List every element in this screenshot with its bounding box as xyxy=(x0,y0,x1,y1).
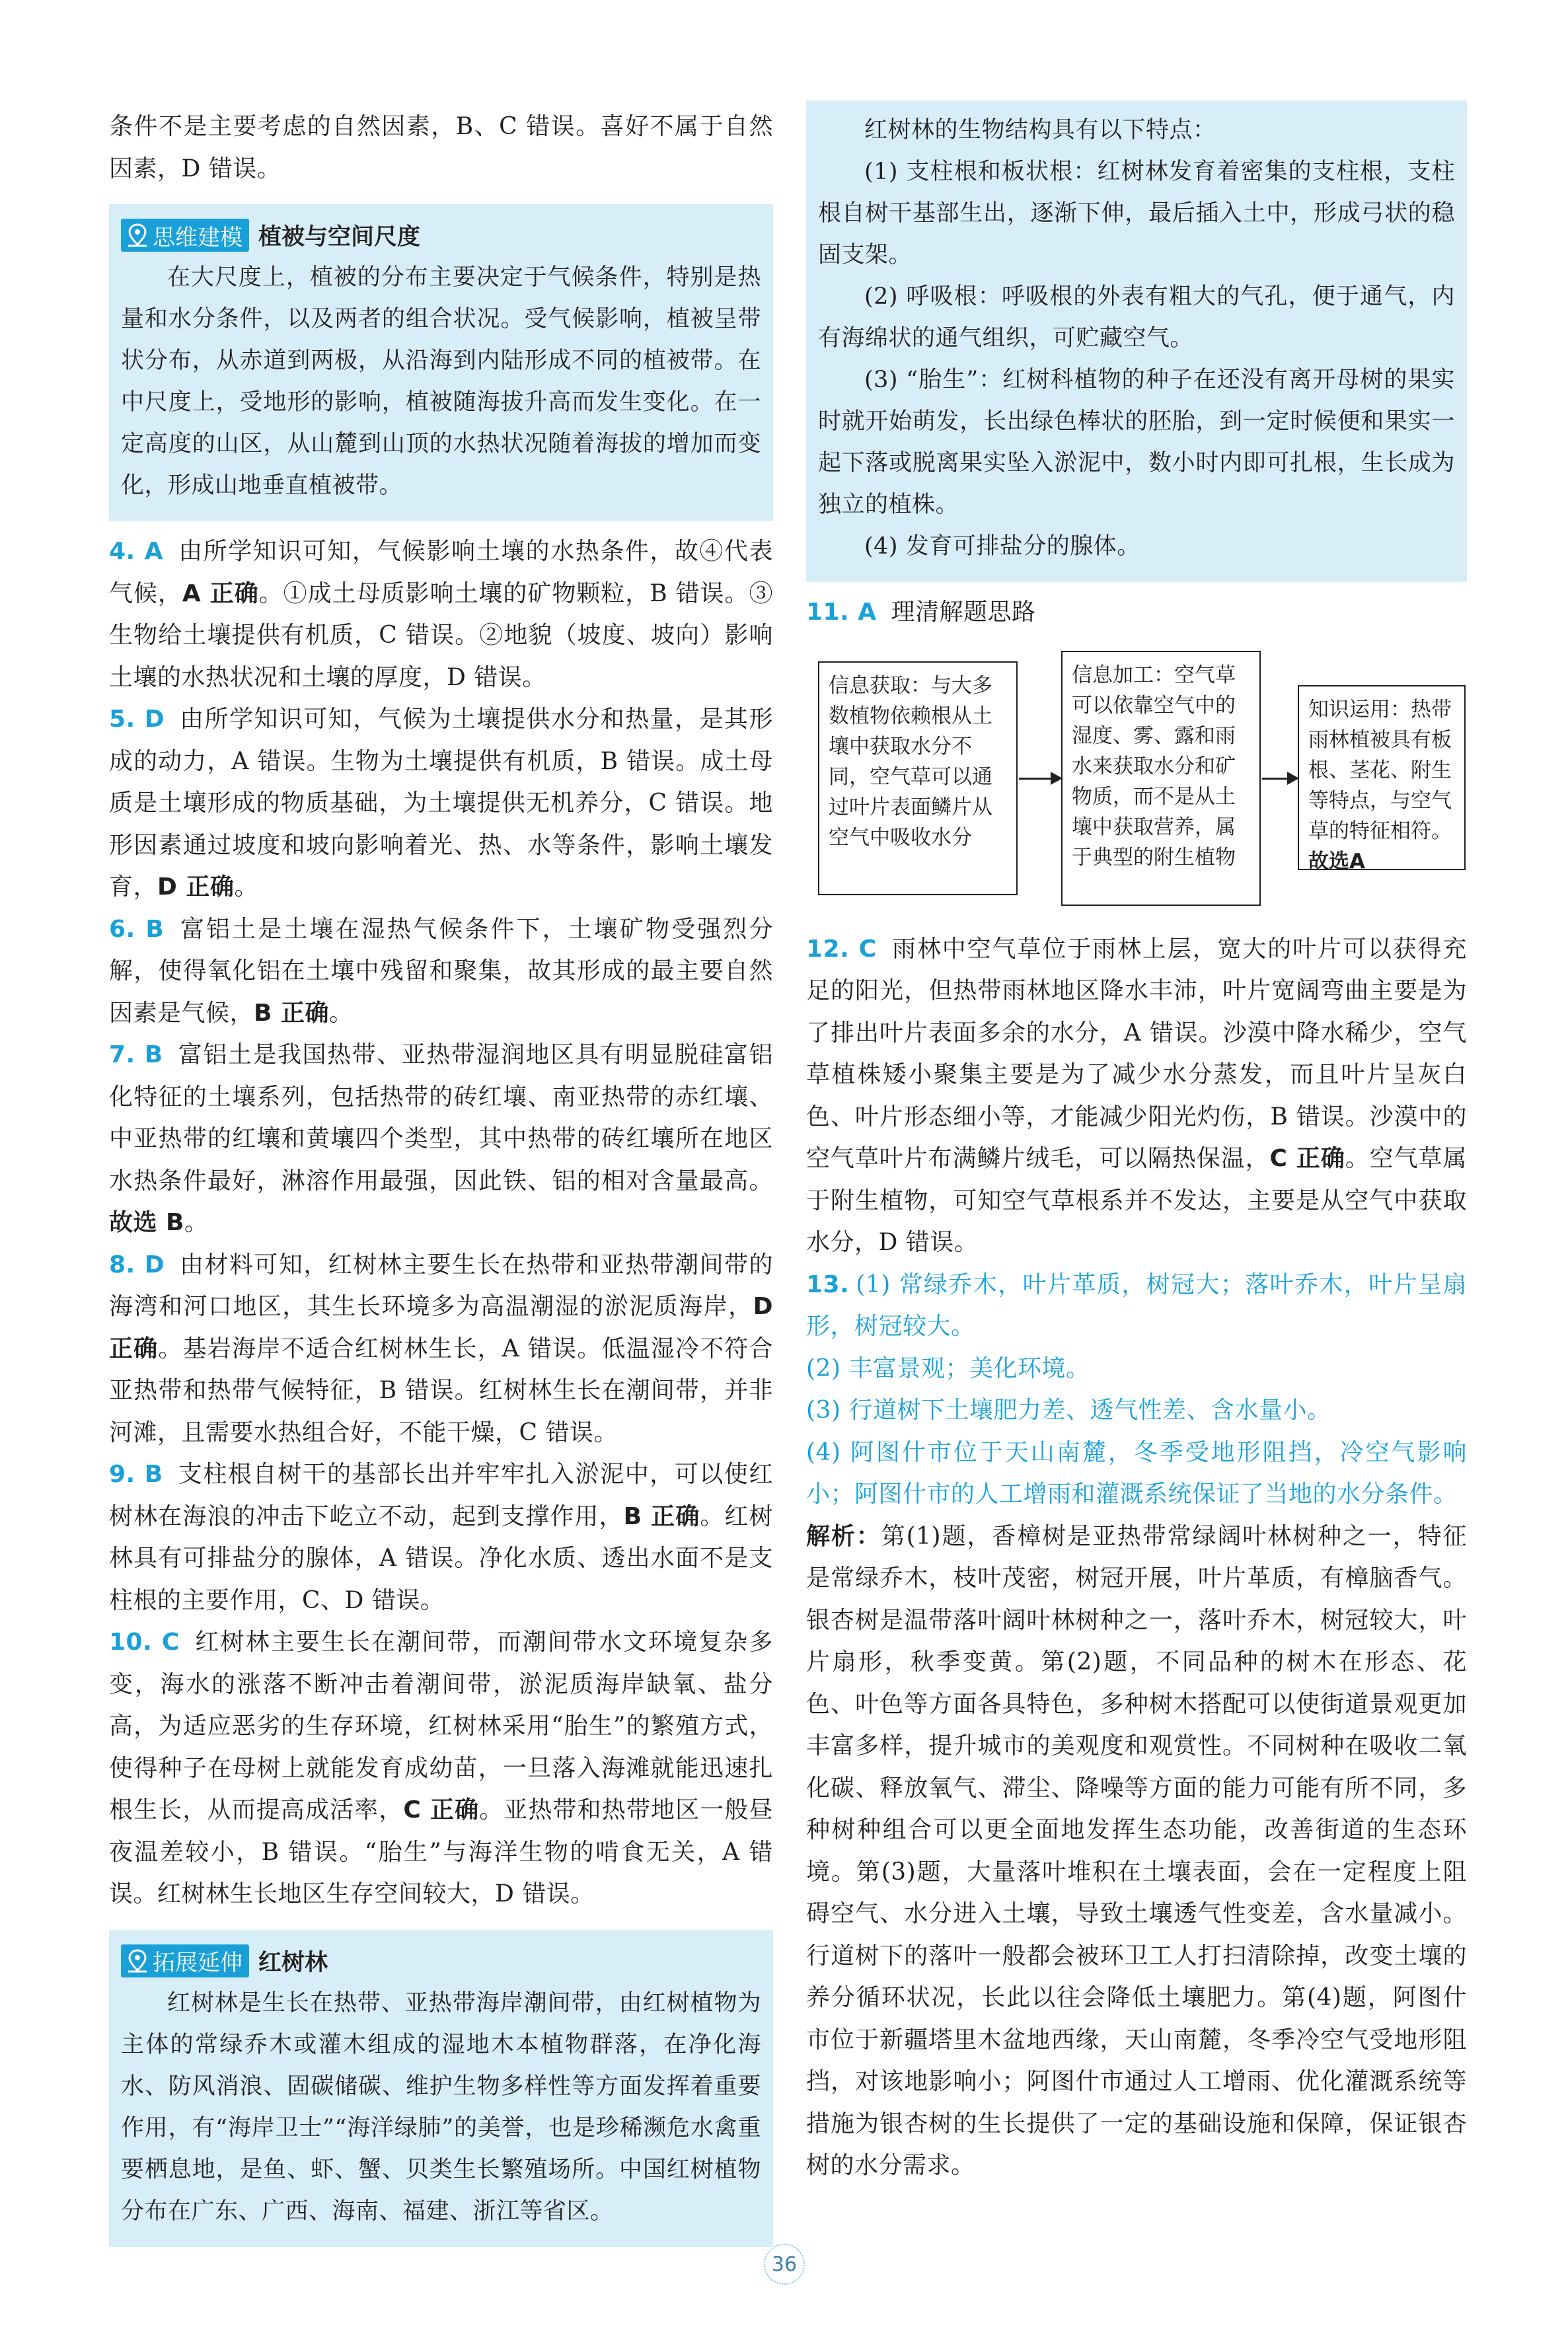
question-number: 4. A xyxy=(109,538,164,565)
question-number: 5. D xyxy=(109,706,165,733)
flow-arrow xyxy=(1262,778,1296,780)
box-title: 植被与空间尺度 xyxy=(258,224,421,250)
answer-4: 4. A 由所学知识可知，气候影响土壤的水热条件，故④代表气候，A 正确。①成土母质影响土壤的矿物颗粒，B 错误。③生物给土壤提供有机质，C 错误。②地貌（坡度、坡向）影响土壤的水热状况和土壤的厚度，D 错误。 xyxy=(109,538,773,691)
question-number: 6. B xyxy=(109,915,165,943)
box-text: 在大尺度上，植被的分布主要决定于气候条件，特别是热量和水分条件，以及两者的组合状况。受气候影响，植被呈带状分布，从赤道到两极，从沿海到内陆形成不同的植被带。在中尺度上，受地形的影响，植被随海拔升高而发生变化。在一定高度的山区，从山麓到山顶的水热状况随着海拔的增加而变化，形成山地垂直植被带。 xyxy=(121,264,761,499)
flow-box-knowledge-application: 知识运用：热带雨林植被具有板根、茎花、附生等特点，与空气草的特征相符。故选A xyxy=(1298,685,1466,870)
box-text: 红树林是生长在热带、亚热带海岸潮间带，由红树植物为主体的常绿乔木或灌木组成的湿地木本植物群落，在净化海水、防风消浪、固碳储碳、维护生物多样性等方面发挥着重要作用，有“海岸卫士”“海洋绿肺”的美誉，也是珍稀濒危水禽重要栖息地，是鱼、虾、蟹、贝类生长繁殖场所。中国红树植物分布在广东、广西、海南、福建、浙江等省区。 xyxy=(121,1989,761,2225)
answer-8: 8. D 由材料可知，红树林主要生长在热带和亚热带潮间带的海湾和河口地区，其生长环境多为高温潮湿的淤泥质海岸，D 正确。基岩海岸不适合红树林生长，A 错误。低温湿冷不符合亚热带和热带气候特征，B 错误。红树林生长在潮间带，并非河滩，且需要水热组合好，不能干燥，C 错误。 xyxy=(109,1251,773,1446)
answer-11 xyxy=(806,591,1467,634)
answer-13-analysis: 解析：第(1)题，香樟树是亚热带常绿阔叶林树种之一，特征是常绿乔木，枝叶茂密，树冠开展，叶片革质，有樟脑香气。银杏树是温带落叶阔叶林树种之一，落叶乔木，树冠较大，叶片扇形，秋季变黄。第(2)题，不同品种的树木在形态、花色、叶色等方面各具特色，多种树木搭配可以使街道景观更加丰富多样，提升城市的美观度和观赏性。不同树种在吸收二氧化碳、释放氧气、滞尘、降噪等方面的能力可能有所不同，多种树种组合可以更全面地发挥生态功能，改善街道的生态环境。第(3)题，大量落叶堆积在土壤表面，会在一定程度上阻碍空气、水分进入土壤，导致土壤透气性变差，含水量减小。行道树下的落叶一般都会被环卫工人打扫清除掉，改变土壤的养分循环状况，长此以往会降低土壤肥力。第(4)题，阿图什市位于新疆塔里木盆地西缘，天山南麓，冬季冷空气受地形阻挡，对该地影响小；阿图什市通过人工增雨、优化灌溉系统等措施为银杏树的生长提供了一定的基础设施和保障，保证银杏树的水分需求。 xyxy=(806,1522,1467,2179)
tag-label: 拓展延伸 xyxy=(153,1950,243,1976)
answer-7: 7. B 富铝土是我国热带、亚热带湿润地区具有明显脱硅富铝化特征的土壤系列，包括热带的砖红壤、南亚热带的赤红壤、中亚热带的红壤和黄壤四个类型，其中热带的砖红壤所在地区水热条件最好，淋溶作用最强，因此铁、铝的相对含量最高。故选 B。 xyxy=(109,1041,773,1236)
flow-box-info-acquisition: 信息获取：与大多数植物依赖根从土壤中获取水分不同，空气草可以通过叶片表面鳞片从空气中吸收水分 xyxy=(818,661,1018,895)
answer-13-part-2: (2) 丰富景观；美化环境。 xyxy=(806,1354,1090,1382)
question-number: 10. C xyxy=(109,1629,180,1656)
mangrove-structure-box xyxy=(806,100,1467,582)
answer-12: 12. C 雨林中空气草位于雨林上层，宽大的叶片可以获得充足的阳光，但热带雨林地区降水丰沛，叶片宽阔弯曲主要是为了排出叶片表面多余的水分，A 错误。沙漠中降水稀少，空气草植株矮小聚集主要是为了减少水分蒸发，而且叶片呈灰白色、叶片形态细小等，才能减少阳光灼伤，B 错误。沙漠中的空气草叶片布满鳞片绒毛，可以隔热保温，C 正确。空气草属于附生植物，可知空气草根系并不发达，主要是从空气中获取水分，D 错误。 xyxy=(806,935,1467,1256)
answer-10: 10. C 红树林主要生长在潮间带，而潮间带水文环境复杂多变，海水的涨落不断冲击着潮间带，淤泥质海岸缺氧、盐分高，为适应恶劣的生存环境，红树林采用“胎生”的繁殖方式，使得种子在母树上就能发育成幼苗，一旦落入海滩就能迅速扎根生长，从而提高成活率，C 正确。亚热带和热带地区一般昼夜温差较小，B 错误。“胎生”与海洋生物的啃食无关，A 错误。红树林生长地区生存空间较大，D 错误。 xyxy=(109,1629,773,1907)
answer-5: 5. D 由所学知识可知，气候为土壤提供水分和热量，是其形成的动力，A 错误。生物为土壤提供有机质，B 错误。成土母质是土壤形成的物质基础，为土壤提供无机养分，C 错误。地形因素通过坡度和坡向影响着光、热、水等条件，影响土壤发育，D 正确。 xyxy=(109,706,773,901)
left-column xyxy=(109,106,773,2247)
question-number: 8. D xyxy=(109,1251,165,1278)
answer-11-label: 理清解题思路 xyxy=(891,599,1036,626)
answer-13-part-1: 13. (1) 常绿乔木，叶片革质，树冠大；落叶乔木，叶片呈扇形，树冠较大。 xyxy=(806,1271,1467,1340)
extension-tag xyxy=(121,1944,249,1977)
extension-box xyxy=(109,1930,773,2247)
solution-flowchart xyxy=(806,651,1467,908)
flow-box-info-processing: 信息加工：空气草可以依靠空气中的湿度、雾、露和雨水来获取水分和矿物质，而不是从土壤中获取营养，属于典型的附生植物 xyxy=(1061,651,1261,906)
box-title: 红树林 xyxy=(258,1949,328,1976)
question-number: 12. C xyxy=(806,935,877,963)
answer-13-part-3: (3) 行道树下土壤肥力差、透气性差、含水量小。 xyxy=(806,1397,1331,1424)
box-item-4: (4) 发育可排盐分的腺体。 xyxy=(864,533,1140,560)
answer-9: 9. B 支柱根自树干的基部长出并牢牢扎入淤泥中，可以使红树林在海浪的冲击下屹立不动，起到支撑作用，B 正确。红树林具有可排盐分的腺体，A 错误。净化水质、透出水面不是支柱根的主要作用，C、D 错误。 xyxy=(109,1461,773,1614)
question-number: 9. B xyxy=(109,1461,163,1488)
question-number: 7. B xyxy=(109,1041,163,1068)
map-pin-icon xyxy=(126,223,149,248)
intro-paragraph: 条件不是主要考虑的自然因素，B、C 错误。喜好不属于自然因素，D 错误。 xyxy=(109,113,773,182)
box-intro: 红树林的生物结构具有以下特点： xyxy=(864,117,1216,143)
analysis-label: 解析： xyxy=(806,1522,881,1550)
thinking-model-box xyxy=(109,204,773,521)
box-header xyxy=(121,219,761,252)
right-column xyxy=(806,106,1467,2187)
flow-arrow xyxy=(1019,778,1060,780)
box-header xyxy=(121,1944,761,1977)
box-item-2: (2) 呼吸根：呼吸根的外表有粗大的气孔，便于通气，内有海绵状的通气组织，可贮藏空气。 xyxy=(818,283,1455,351)
thinking-model-tag xyxy=(121,219,249,252)
answer-6: 6. B 富铝土是土壤在湿热气候条件下，土壤矿物受强烈分解，使得氧化铝在土壤中残留和聚集，故其形成的最主要自然因素是气候，B 正确。 xyxy=(109,915,773,1027)
map-pin-icon xyxy=(126,1948,149,1974)
page-number: 36 xyxy=(764,2244,805,2285)
question-number: 13. xyxy=(806,1271,850,1298)
question-number: 11. A xyxy=(806,599,877,626)
answer-13-part-4: (4) 阿图什市位于天山南麓，冬季受地形阻挡，冷空气影响小；阿图什市的人工增雨和灌溉系统保证了当地的水分条件。 xyxy=(806,1438,1467,1508)
tag-label: 思维建模 xyxy=(153,224,243,251)
box-item-1: (1) 支柱根和板状根：红树林发育着密集的支柱根，支柱根自树干基部生出，逐渐下伸，最后插入土中，形成弓状的稳固支架。 xyxy=(818,159,1455,268)
box-item-3: (3) “胎生”：红树科植物的种子在还没有离开母树的果实时就开始萌发，长出绿色棒状的胚胎，到一定时候便和果实一起下落或脱离果实坠入淤泥中，数小时内即可扎根，生长成为独立的植株。 xyxy=(818,367,1455,518)
